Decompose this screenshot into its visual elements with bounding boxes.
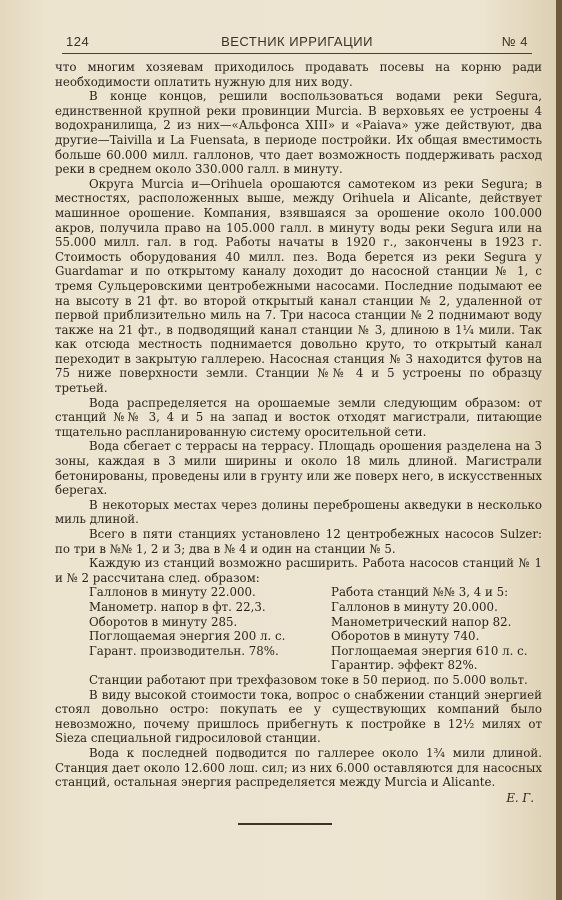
spec-row: Оборотов в минуту 740. <box>331 629 480 644</box>
article-body <box>55 60 542 805</box>
spec-row: Гарантир. эффект 82%. <box>331 658 478 673</box>
header-rule <box>62 53 532 54</box>
spec-row: Галлонов в минуту 22.000. <box>89 585 256 600</box>
spec-row: Галлонов в минуту 20.000. <box>331 599 498 614</box>
paragraph: Вода распределяется на орошаемые земли следующим образом: от станций №№ 3, 4 и 5 на запад и восток отходят магистрали, питающие тщательно распланированную систему оросительной сети. <box>55 395 542 439</box>
spec-row: Манометрический напор 82. <box>331 614 512 629</box>
spec-row: Работа станций №№ 3, 4 и 5: <box>331 585 509 600</box>
running-header <box>66 34 528 52</box>
pump-specs-table <box>55 585 542 673</box>
paragraph: Станции работают при трехфазовом токе в 50 период. по 5.000 вольт. <box>89 672 528 687</box>
spec-row: Поглощаемая энергия 610 л. с. <box>331 643 528 658</box>
spec-row: Манометр. напор в фт. 22,3. <box>89 599 266 614</box>
specs-stations-3-4-5 <box>311 585 542 673</box>
author-signature: Е. Г. <box>506 790 534 805</box>
end-rule <box>238 823 332 825</box>
paragraph: Округа Murcia и—Orihuela орошаются самотеком из реки Segura; в местностях, расположенных выше, между Orihuela и Alicante, действует машинное орошение. Компания, взявшаяся за орошение около 100.000 акров, получила право на 105.000 галл. в минуту воды реки Segura или на 55.000 милл. гал. в год. Работы начаты в 1920 г., закончены в 1923 г. Стоимость оборудования 40 милл. пез. Вода берется из реки Segura у Guardamar и по открытому каналу доходит до насосной станции № 1, с тремя Сульцеровскими центробежными насосами. Последние подымают ее на высоту в 21 фт. во второй открытый канал станции № 2, удаленной от первой приблизительно миль на 7. Три насоса станции № 2 поднимают воду также на 21 фт., в подводящий канал станции № 3, длиною в 1¼ мили. Так как отсюда местность поднимается довольно круто, то открытый канал переходит в закрытую галлерею. Насосная станция № 3 находится футов на 75 ниже поверхности земли. Станции №№ 4 и 5 устроены по образцу третьей. <box>55 176 542 396</box>
paragraph: Каждую из станций возможно расширить. Работа насосов станций № 1 и № 2 рассчитана след. образом: <box>55 556 542 585</box>
journal-title: ВЕСТНИК ИРРИГАЦИИ <box>221 34 373 49</box>
spec-row: Гарант. производительн. 78%. <box>89 643 279 658</box>
paragraph: Всего в пяти станциях установлено 12 центробежных насосов Sulzer: по три в №№ 1, 2 и 3; два в № 4 и один на станции № 5. <box>55 527 542 556</box>
paragraph: что многим хозяевам приходилось продавать посевы на корню ради необходимости оплатить нужную для них воду. <box>55 60 542 89</box>
page-number: 124 <box>66 34 90 49</box>
paragraph: В конце концов, решили воспользоваться водами реки Segura, единственной крупной реки провинции Murcia. В верховьях ее устроены 4 водохранилища, 2 из них—«Альфонса XIII» и «Paiava» уже действуют, два другие—Taivilla и La Fuensata, в периоде постройки. Их общая вместимость больше 60.000 милл. галлонов, что дает возможность поддерживать расход реки в среднем около 330.000 галл. в минуту. <box>55 89 542 177</box>
paragraph: В некоторых местах через долины переброшены акведуки в несколько миль длиной. <box>55 497 542 527</box>
paragraph: Вода сбегает с террасы на террасу. Площадь орошения разделена на 3 зоны, каждая в 3 мили ширины и около 18 миль длиной. Магистрали бетонированы, проведены или в грунту или же поверх него, в искусственных берегах. <box>55 439 542 498</box>
issue-number: № 4 <box>501 34 528 49</box>
paragraph: Вода к последней подводится по галлерее около 1¾ мили длиной. Станция дает около 12.600 лош. сил; из них 6.000 оставляются для насосных станций, остальная энергия распределяется между Murcia и Alicante. <box>55 745 542 790</box>
specs-stations-1-2 <box>55 585 311 673</box>
spec-row: Оборотов в минуту 285. <box>89 614 238 629</box>
spec-row: Поглощаемая энергия 200 л. с. <box>89 629 286 644</box>
paragraph: В виду высокой стоимости тока, вопрос о снабжении станций энергией стоял довольно остро: покупать ее у существующих компаний было невозможно, почему пришлось прибегнуть к постройке в 12½ милях от Sieza специальной гидросиловой станции. <box>55 687 542 746</box>
book-spine-edge <box>556 0 562 900</box>
